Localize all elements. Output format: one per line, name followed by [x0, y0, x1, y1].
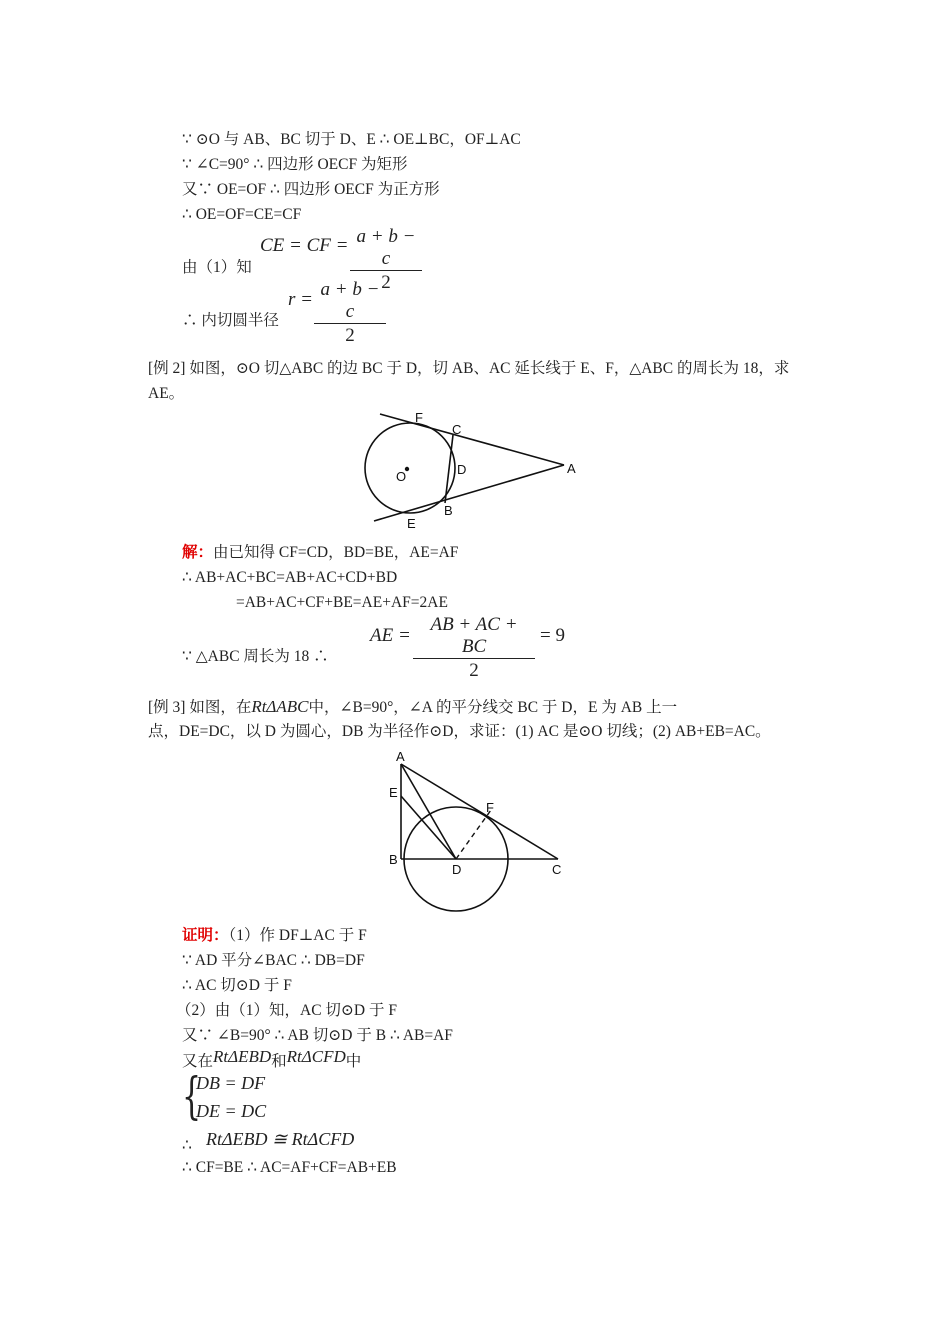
- ex1-eq2-lhs: r =: [288, 289, 313, 310]
- ex2-solution-line-4: ∵ △ABC 周长为 18 ∴: [182, 648, 329, 665]
- ex2-figure: [362, 402, 590, 534]
- ex3-proof-line-6: [182, 1047, 362, 1072]
- ex3-proof-text-6c: 中: [345, 1053, 362, 1070]
- ex2-solution-label: 解：: [182, 544, 214, 561]
- ex2-problem-line-1: [例 2] 如图，⊙O 切△ABC 的边 BC 于 D，切 AB、AC 延长线于 E、F，△ABC 的周长为 18，求: [148, 360, 790, 377]
- ex1-line-6: ∴ 内切圆半径: [182, 312, 279, 329]
- ex1-eq1-lhs: CE = CF =: [260, 235, 349, 256]
- ex1-line-4: ∴ OE=OF=CE=CF: [182, 206, 302, 223]
- ex3-proof-rt1: RtΔEBD: [213, 1047, 272, 1066]
- ex3-proof-text-6a: 又在: [182, 1053, 214, 1070]
- ex3-label-f: F: [486, 800, 494, 815]
- ex3-proof-line-1: [182, 926, 367, 946]
- ex3-problem-text-b: 中，∠B=90°，∠A 的平分线交 BC 于 D，E 为 AB 上一: [308, 699, 678, 716]
- ex3-left-brace: {: [182, 1067, 202, 1125]
- ex2-solution-text-1: 由已知得 CF=CD，BD=BE，AE=AF: [213, 544, 459, 561]
- ex3-therefore: ∴: [182, 1137, 192, 1154]
- ex3-proof-line-4: （2）由（1）知，AC 切⊙D 于 F: [176, 1002, 397, 1019]
- ex3-proof-line-2: ∵ AD 平分∠BAC ∴ DB=DF: [182, 952, 365, 969]
- ex2-circle-o: [365, 423, 455, 513]
- ex2-eq-rhs: = 9: [540, 625, 565, 646]
- ex1-eq2-numerator: a + b − c: [314, 279, 386, 324]
- ex2-label-b: B: [444, 503, 453, 518]
- ex1-eq2-denominator: 2: [345, 325, 355, 346]
- ex3-proof-line-5: 又∵ ∠B=90° ∴ AB 切⊙D 于 B ∴ AB=AF: [182, 1027, 453, 1044]
- ex2-label-f: F: [415, 410, 423, 425]
- ex2-eq-denominator: 2: [469, 660, 479, 681]
- ex3-problem-line-1: [148, 697, 677, 718]
- ex3-label-a: A: [396, 749, 405, 764]
- ex3-label-e: E: [389, 785, 398, 800]
- ex3-line-ac: [401, 764, 558, 859]
- ex1-line-2: ∵ ∠C=90° ∴ 四边形 OECF 为矩形: [182, 156, 408, 173]
- ex3-label-b: B: [389, 852, 398, 867]
- ex3-figure: [380, 748, 580, 916]
- ex3-problem-line-2: 点，DE=DC，以 D 为圆心，DB 为半径作⊙D，求证：(1) AC 是⊙O 切线；(2) AB+EB=AC。: [148, 723, 771, 740]
- ex3-proof-line-3: ∴ AC 切⊙D 于 F: [182, 977, 292, 994]
- ex2-solution-line-3: =AB+AC+CF+BE=AE+AF=2AE: [236, 594, 448, 611]
- ex2-problem-line-2: AE。: [148, 385, 185, 402]
- ex1-line-1: ∵ ⊙O 与 AB、BC 切于 D、E ∴ OE⊥BC，OF⊥AC: [182, 131, 521, 148]
- ex3-proof-line-8: ∴ CF=BE ∴ AC=AF+CF=AB+EB: [182, 1159, 397, 1176]
- ex2-solution-line-1: [182, 543, 458, 563]
- ex2-eq-fraction: [413, 614, 535, 683]
- ex3-proof-rt2: RtΔCFD: [286, 1047, 346, 1066]
- ex3-line-ad: [401, 764, 456, 859]
- ex3-problem-text-a: [例 3] 如图，在: [148, 699, 252, 716]
- ex3-proof-text-1: （1）作 DF⊥AC 于 F: [228, 927, 367, 944]
- ex1-eq1-numerator: a + b − c: [350, 226, 422, 271]
- ex1-line-5: 由（1）知: [182, 259, 252, 276]
- ex2-label-e: E: [407, 516, 416, 531]
- ex2-label-a: A: [567, 461, 576, 476]
- ex1-eq1-denominator: 2: [381, 272, 391, 293]
- ex2-solution-line-2: ∴ AB+AC+BC=AB+AC+CD+BD: [182, 569, 398, 586]
- ex1-line-3: 又∵ OE=OF ∴ 四边形 OECF 为正方形: [182, 181, 440, 198]
- ex2-label-d: D: [457, 462, 467, 477]
- ex2-label-o: O: [396, 469, 407, 484]
- ex2-label-c: C: [452, 422, 462, 437]
- ex3-proof-label: 证明：: [182, 927, 229, 944]
- ex3-label-c: C: [552, 862, 562, 877]
- ex2-line-af: [380, 414, 564, 465]
- ex3-brace-eq-2: DE = DC: [196, 1101, 267, 1121]
- ex3-proof-text-6b: 和: [271, 1053, 287, 1070]
- ex1-eq2-fraction: [314, 279, 386, 348]
- ex3-line-ed: [401, 796, 456, 859]
- ex3-line-df-dashed: [456, 810, 491, 859]
- ex3-problem-rt: RtΔABC: [251, 697, 309, 716]
- ex2-eq-numerator: AB + AC + BC: [413, 614, 535, 659]
- ex3-congruent: RtΔEBD ≅ RtΔCFD: [206, 1129, 355, 1149]
- ex2-eq-lhs: AE =: [370, 625, 411, 646]
- ex3-brace-eq-1: DB = DF: [196, 1073, 266, 1093]
- ex3-label-d: D: [452, 862, 462, 877]
